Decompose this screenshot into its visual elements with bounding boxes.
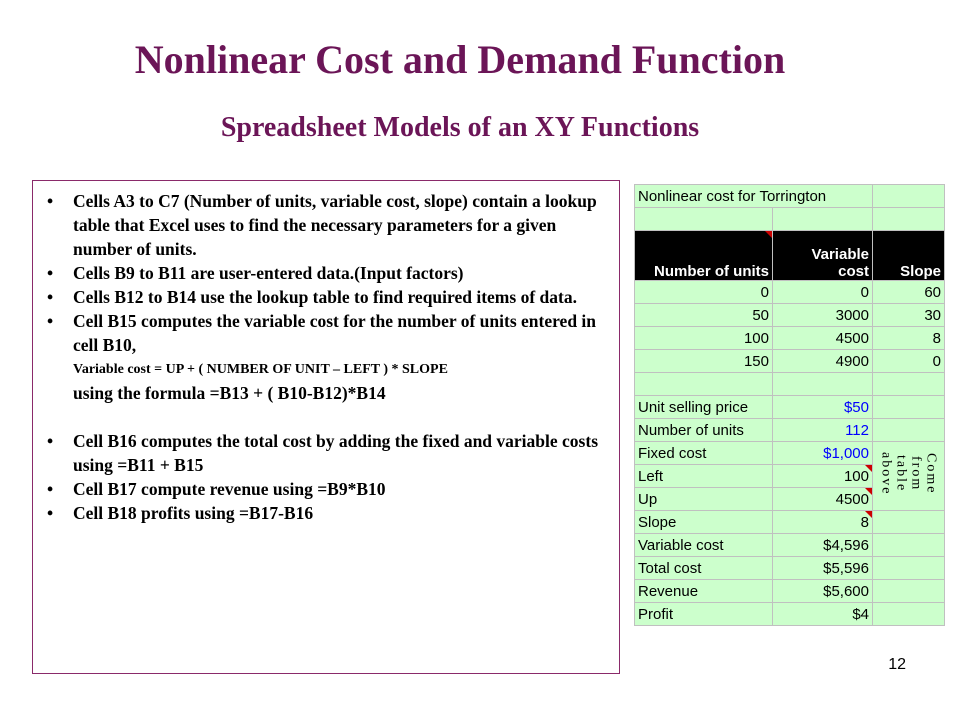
slide-title: Nonlinear Cost and Demand Function <box>134 37 786 82</box>
unit-price-label[interactable]: Unit selling price <box>635 396 773 419</box>
fixed-cost-input[interactable]: $1,000 <box>773 442 873 465</box>
lookup-row <box>635 304 945 327</box>
sheet-cell[interactable] <box>773 208 873 231</box>
up-value[interactable]: 4500 <box>773 488 873 511</box>
units-input[interactable]: 112 <box>773 419 873 442</box>
lookup-slope-cell[interactable]: 60 <box>873 281 945 304</box>
lookup-slope-cell[interactable]: 30 <box>873 304 945 327</box>
lookup-cost-cell[interactable]: 4500 <box>773 327 873 350</box>
lookup-row <box>635 350 945 373</box>
units-label[interactable]: Number of units <box>635 419 773 442</box>
sheet-cell[interactable] <box>635 373 773 396</box>
revenue-label[interactable]: Revenue <box>635 580 773 603</box>
bullet-item: • Cell B17 compute revenue using =B9*B10 <box>43 477 611 501</box>
lookup-row <box>635 281 945 304</box>
lookup-slope-cell[interactable]: 8 <box>873 327 945 350</box>
revenue-value[interactable]: $5,600 <box>773 580 873 603</box>
sheet-cell[interactable] <box>873 557 945 580</box>
formula-text: using the formula =B13 + ( B10-B12)*B14 <box>73 383 386 403</box>
left-value[interactable]: 100 <box>773 465 873 488</box>
slope-label[interactable]: Slope <box>635 511 773 534</box>
lookup-units-cell[interactable]: 0 <box>635 281 773 304</box>
lookup-slope-cell[interactable]: 0 <box>873 350 945 373</box>
total-cost-label[interactable]: Total cost <box>635 557 773 580</box>
bullet-item: • Cells B9 to B11 are user-entered data.(Input factors) <box>43 261 611 285</box>
table-note: Come from table above <box>878 452 939 496</box>
sheet-cell[interactable] <box>635 208 773 231</box>
table-note-cell[interactable] <box>873 442 945 511</box>
header-variable-cost-line1: Variable <box>811 246 869 263</box>
sheet-cell[interactable] <box>773 373 873 396</box>
bullet-text: Cell B15 computes the variable cost for the number of units entered in cell B10, <box>73 311 597 355</box>
bullet-item: • Cells A3 to C7 (Number of units, variable cost, slope) contain a lookup table that Excel uses to find the necessary parameters for a given number of units. <box>43 189 611 261</box>
lookup-cost-cell[interactable]: 3000 <box>773 304 873 327</box>
slide-subtitle: Spreadsheet Models of an XY Functions <box>220 112 700 143</box>
page-number: 12 <box>888 656 906 673</box>
header-number-of-units[interactable]: Number of units <box>635 231 773 281</box>
sheet-cell[interactable] <box>873 419 945 442</box>
variable-cost-label[interactable]: Variable cost <box>635 534 773 557</box>
spreadsheet <box>634 184 945 626</box>
up-label[interactable]: Up <box>635 488 773 511</box>
bullet-item: • Cell B16 computes the total cost by adding the fixed and variable costs using =B11 + B15 <box>43 429 611 477</box>
header-variable-cost-line2: cost <box>838 263 869 280</box>
sheet-cell[interactable] <box>873 603 945 626</box>
lookup-cost-cell[interactable]: 4900 <box>773 350 873 373</box>
sheet-cell[interactable] <box>873 208 945 231</box>
total-cost-value[interactable]: $5,596 <box>773 557 873 580</box>
bullet-item: • Cells B12 to B14 use the lookup table to find required items of data. <box>43 285 611 309</box>
sheet-cell[interactable] <box>873 185 945 208</box>
profit-label[interactable]: Profit <box>635 603 773 626</box>
sheet-cell[interactable] <box>873 580 945 603</box>
lookup-units-cell[interactable]: 50 <box>635 304 773 327</box>
sheet-cell[interactable] <box>873 373 945 396</box>
bullet-item: • Cell B18 profits using =B17-B16 <box>43 501 611 525</box>
slope-value[interactable]: 8 <box>773 511 873 534</box>
fixed-cost-label[interactable]: Fixed cost <box>635 442 773 465</box>
lookup-units-cell[interactable]: 100 <box>635 327 773 350</box>
unit-price-input[interactable]: $50 <box>773 396 873 419</box>
sheet-cell[interactable] <box>873 511 945 534</box>
sheet-cell[interactable] <box>873 534 945 557</box>
lookup-row <box>635 327 945 350</box>
lookup-units-cell[interactable]: 150 <box>635 350 773 373</box>
sheet-cell[interactable] <box>873 396 945 419</box>
bullet-list <box>33 181 619 525</box>
header-slope[interactable]: Slope <box>873 231 945 281</box>
lookup-cost-cell[interactable]: 0 <box>773 281 873 304</box>
header-variable-cost[interactable] <box>773 231 873 281</box>
bullet-item <box>43 309 611 405</box>
bullet-text-box <box>32 180 620 674</box>
left-label[interactable]: Left <box>635 465 773 488</box>
sheet-title-cell[interactable]: Nonlinear cost for Torrington <box>635 185 873 208</box>
formula-definition: Variable cost = UP + ( NUMBER OF UNIT – LEFT ) * SLOPE <box>73 362 448 377</box>
profit-value[interactable]: $4 <box>773 603 873 626</box>
variable-cost-value[interactable]: $4,596 <box>773 534 873 557</box>
